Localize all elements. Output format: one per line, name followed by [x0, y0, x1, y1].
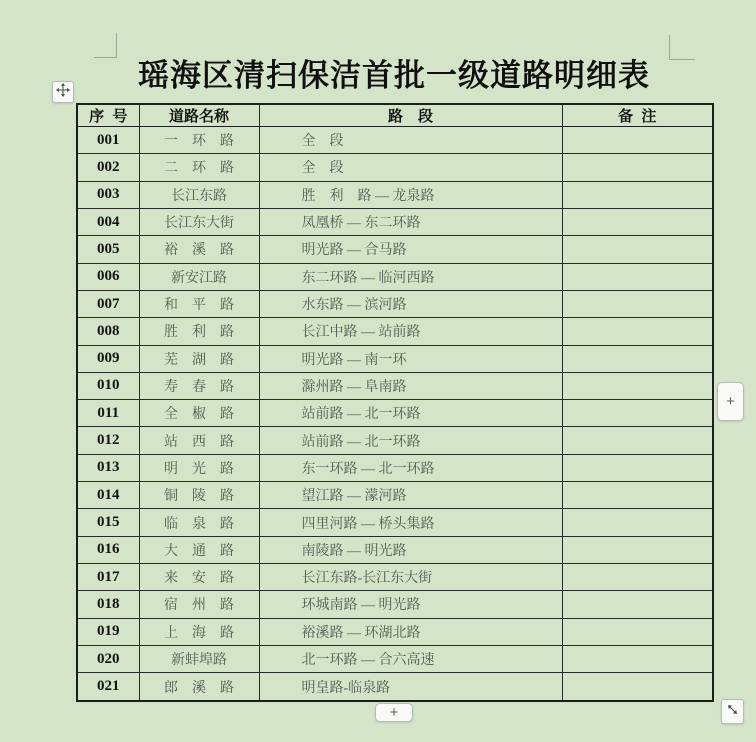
section-cell[interactable]: 明皇路-临泉路 [259, 673, 562, 701]
header-section[interactable]: 路 段 [259, 104, 562, 127]
serial-cell[interactable]: 011 [77, 400, 139, 427]
section-cell[interactable]: 环城南路 — 明光路 [259, 591, 562, 618]
note-cell[interactable] [562, 509, 713, 536]
road-name-cell[interactable]: 长江东路 [139, 181, 259, 208]
serial-cell[interactable]: 013 [77, 454, 139, 481]
serial-cell[interactable]: 020 [77, 645, 139, 672]
table-row [77, 482, 713, 509]
table-row [77, 345, 713, 372]
table-body [77, 127, 713, 702]
table-row [77, 454, 713, 481]
note-cell[interactable] [562, 127, 713, 154]
note-cell[interactable] [562, 372, 713, 399]
table-row [77, 181, 713, 208]
section-cell[interactable]: 四里河路 — 桥头集路 [259, 509, 562, 536]
serial-cell[interactable]: 010 [77, 372, 139, 399]
road-name-cell[interactable]: 宿 州 路 [139, 591, 259, 618]
header-serial[interactable]: 序 号 [77, 104, 139, 127]
road-name-cell[interactable]: 明 光 路 [139, 454, 259, 481]
section-cell[interactable]: 北一环路 — 合六高速 [259, 645, 562, 672]
note-cell[interactable] [562, 454, 713, 481]
section-cell[interactable]: 站前路 — 北一环路 [259, 400, 562, 427]
table-row [77, 372, 713, 399]
road-name-cell[interactable]: 裕 溪 路 [139, 236, 259, 263]
plus-icon: + [726, 393, 735, 410]
note-cell[interactable] [562, 427, 713, 454]
section-cell[interactable]: 长江东路-长江东大街 [259, 564, 562, 591]
road-name-cell[interactable]: 长江东大街 [139, 208, 259, 235]
road-name-cell[interactable]: 寿 春 路 [139, 372, 259, 399]
table-header-row [77, 104, 713, 127]
serial-cell[interactable]: 017 [77, 564, 139, 591]
serial-cell[interactable]: 018 [77, 591, 139, 618]
road-name-cell[interactable]: 大 通 路 [139, 536, 259, 563]
note-cell[interactable] [562, 263, 713, 290]
table-row [77, 290, 713, 317]
note-cell[interactable] [562, 181, 713, 208]
table-row [77, 154, 713, 181]
road-name-cell[interactable]: 和 平 路 [139, 290, 259, 317]
road-name-cell[interactable]: 二 环 路 [139, 154, 259, 181]
margin-mark-top-left [94, 33, 117, 58]
serial-cell[interactable]: 001 [77, 127, 139, 154]
road-name-cell[interactable]: 铜 陵 路 [139, 482, 259, 509]
serial-cell[interactable]: 012 [77, 427, 139, 454]
section-cell[interactable]: 全 段 [259, 127, 562, 154]
serial-cell[interactable]: 002 [77, 154, 139, 181]
table-row [77, 263, 713, 290]
road-name-cell[interactable]: 上 海 路 [139, 618, 259, 645]
move-icon [56, 83, 70, 102]
table-row [77, 536, 713, 563]
table-row [77, 208, 713, 235]
section-cell[interactable]: 水东路 — 滨河路 [259, 290, 562, 317]
section-cell[interactable]: 明光路 — 南一环 [259, 345, 562, 372]
table-row [77, 127, 713, 154]
table-row [77, 591, 713, 618]
roads-table [76, 103, 714, 702]
table-row [77, 564, 713, 591]
note-cell[interactable] [562, 318, 713, 345]
serial-cell[interactable]: 005 [77, 236, 139, 263]
table-row [77, 673, 713, 701]
section-cell[interactable]: 滁州路 — 阜南路 [259, 372, 562, 399]
road-name-cell[interactable]: 来 安 路 [139, 564, 259, 591]
note-cell[interactable] [562, 208, 713, 235]
note-cell[interactable] [562, 564, 713, 591]
note-cell[interactable] [562, 645, 713, 672]
serial-cell[interactable]: 015 [77, 509, 139, 536]
table-row [77, 509, 713, 536]
table-row [77, 645, 713, 672]
section-cell[interactable]: 望江路 — 濛河路 [259, 482, 562, 509]
road-name-cell[interactable]: 胜 利 路 [139, 318, 259, 345]
section-cell[interactable]: 长江中路 — 站前路 [259, 318, 562, 345]
serial-cell[interactable]: 014 [77, 482, 139, 509]
note-cell[interactable] [562, 673, 713, 701]
table-resize-handle[interactable] [721, 699, 744, 724]
note-cell[interactable] [562, 618, 713, 645]
note-cell[interactable] [562, 536, 713, 563]
section-cell[interactable]: 南陵路 — 明光路 [259, 536, 562, 563]
resize-diagonal-icon [726, 703, 739, 721]
note-cell[interactable] [562, 290, 713, 317]
note-cell[interactable] [562, 154, 713, 181]
document-title[interactable]: 瑶海区清扫保洁首批一级道路明细表 [138, 58, 650, 93]
road-name-cell[interactable]: 站 西 路 [139, 427, 259, 454]
add-column-button[interactable] [717, 382, 744, 421]
serial-cell[interactable]: 007 [77, 290, 139, 317]
note-cell[interactable] [562, 400, 713, 427]
road-name-cell[interactable]: 新安江路 [139, 263, 259, 290]
serial-cell[interactable]: 016 [77, 536, 139, 563]
serial-cell[interactable]: 009 [77, 345, 139, 372]
table-row [77, 318, 713, 345]
add-row-button[interactable] [375, 703, 413, 722]
header-note[interactable]: 备 注 [562, 104, 713, 127]
note-cell[interactable] [562, 482, 713, 509]
table-row [77, 236, 713, 263]
note-cell[interactable] [562, 345, 713, 372]
serial-cell[interactable]: 006 [77, 263, 139, 290]
header-road-name[interactable]: 道路名称 [139, 104, 259, 127]
section-cell[interactable]: 站前路 — 北一环路 [259, 427, 562, 454]
table-row [77, 427, 713, 454]
serial-cell[interactable]: 019 [77, 618, 139, 645]
serial-cell[interactable]: 004 [77, 208, 139, 235]
section-cell[interactable]: 东二环路 — 临河西路 [259, 263, 562, 290]
section-cell[interactable]: 胜 利 路 — 龙泉路 [259, 181, 562, 208]
table-row [77, 400, 713, 427]
road-name-cell[interactable]: 全 椒 路 [139, 400, 259, 427]
table-row [77, 618, 713, 645]
road-name-cell[interactable]: 临 泉 路 [139, 509, 259, 536]
road-name-cell[interactable]: 芜 湖 路 [139, 345, 259, 372]
serial-cell[interactable]: 003 [77, 181, 139, 208]
section-cell[interactable]: 全 段 [259, 154, 562, 181]
table-move-handle[interactable] [52, 81, 74, 103]
section-cell[interactable]: 凤凰桥 — 东二环路 [259, 208, 562, 235]
section-cell[interactable]: 明光路 — 合马路 [259, 236, 562, 263]
road-name-cell[interactable]: 一 环 路 [139, 127, 259, 154]
note-cell[interactable] [562, 591, 713, 618]
road-name-cell[interactable]: 新蚌埠路 [139, 645, 259, 672]
section-cell[interactable]: 东一环路 — 北一环路 [259, 454, 562, 481]
section-cell[interactable]: 裕溪路 — 环湖北路 [259, 618, 562, 645]
note-cell[interactable] [562, 236, 713, 263]
road-name-cell[interactable]: 郎 溪 路 [139, 673, 259, 701]
serial-cell[interactable]: 021 [77, 673, 139, 701]
serial-cell[interactable]: 008 [77, 318, 139, 345]
plus-icon: + [389, 704, 399, 721]
